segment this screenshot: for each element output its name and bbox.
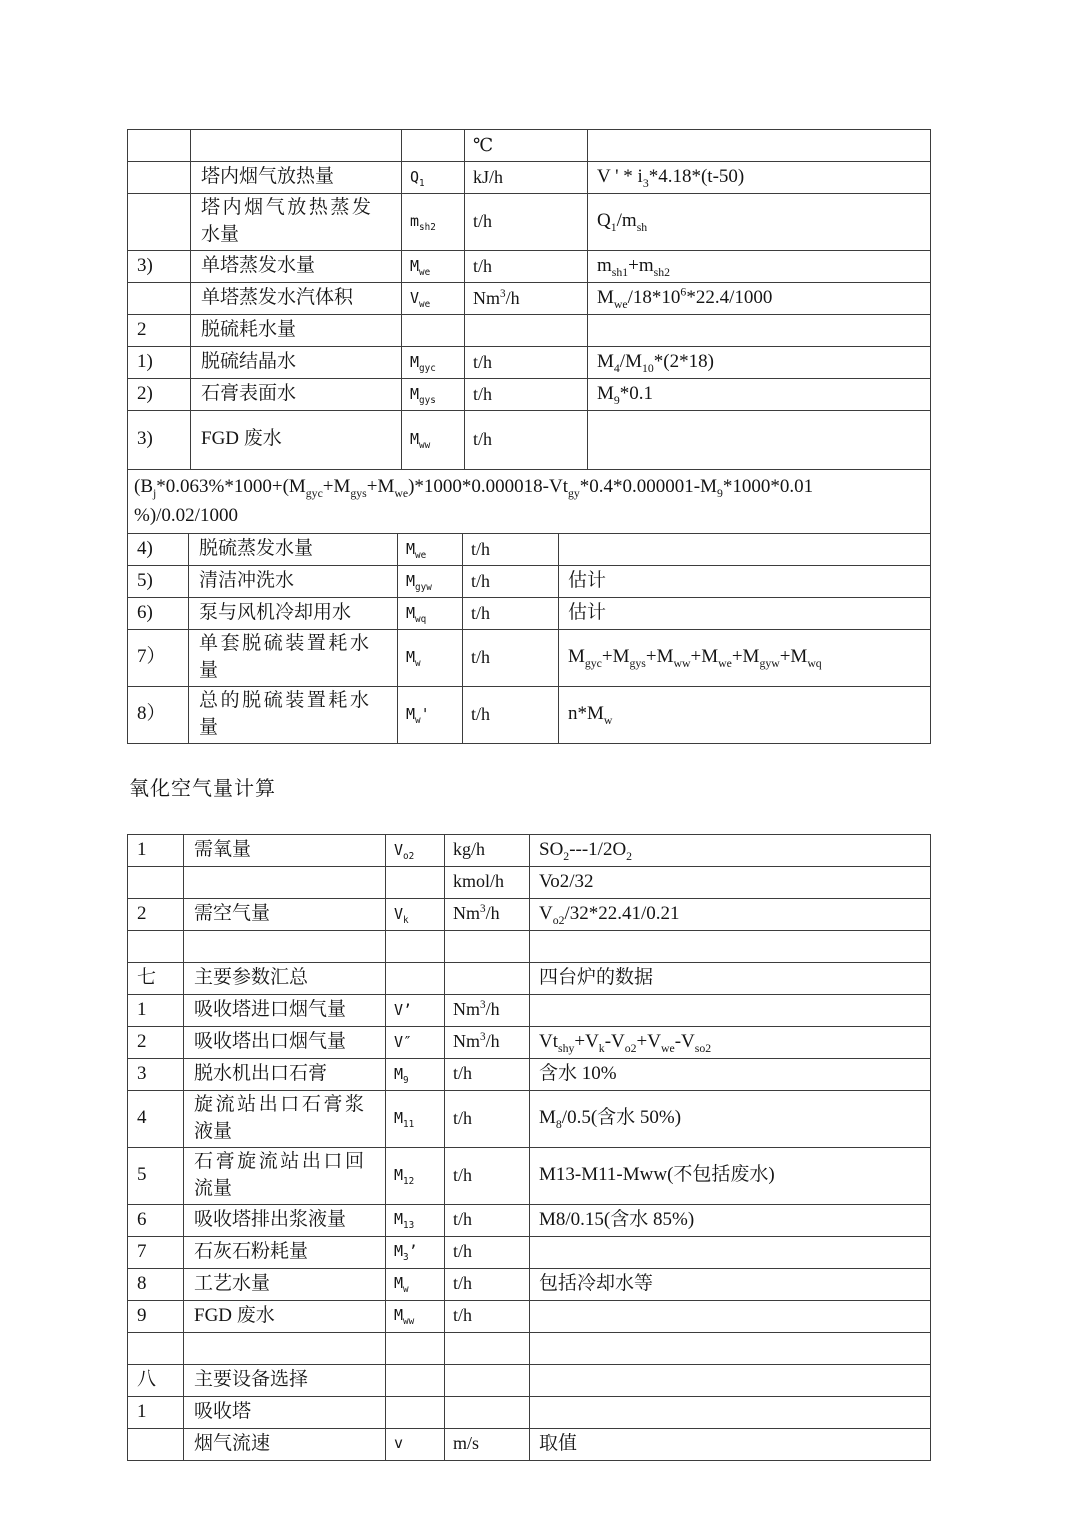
table-cell: t/h	[445, 1058, 530, 1090]
table-cell: Nm$^3$/h	[465, 282, 588, 314]
table-cell: 7）	[128, 629, 189, 686]
table-cell	[530, 930, 931, 962]
table-cell: 脱硫蒸发水量	[189, 533, 398, 565]
table-cell	[184, 1332, 386, 1364]
table-cell: $V_k$	[386, 898, 445, 930]
table-cell: t/h	[463, 597, 559, 629]
table-cell	[588, 130, 931, 162]
table-row	[128, 994, 931, 1026]
table-cell	[386, 1396, 445, 1428]
table-cell	[386, 1364, 445, 1396]
table-cell	[530, 994, 931, 1026]
table-row	[128, 930, 931, 962]
table-cell	[530, 1364, 931, 1396]
table-cell: $M_{we}$	[402, 250, 465, 282]
table-cell: t/h	[445, 1236, 530, 1268]
table-cell	[445, 962, 530, 994]
table-cell	[191, 130, 402, 162]
table-cell	[386, 962, 445, 994]
table-row	[128, 1236, 931, 1268]
table-cell	[530, 1332, 931, 1364]
table-cell	[184, 866, 386, 898]
table-cell	[445, 930, 530, 962]
table-cell: FGD 废水	[184, 1300, 386, 1332]
table-row	[128, 130, 931, 162]
table-cell: $Q_1/m_{sh}$	[588, 194, 931, 251]
table-cell: $M_3$’	[386, 1236, 445, 1268]
table-cell: $M_{12}$	[386, 1147, 445, 1204]
table-cell: 七	[128, 962, 184, 994]
table-cell: $M_{ww}$	[386, 1300, 445, 1332]
table-cell: $n*M_w$	[559, 686, 931, 743]
table-cell: 取值	[530, 1428, 931, 1460]
table-cell: t/h	[445, 1300, 530, 1332]
table-cell: 3)	[128, 250, 191, 282]
table-cell: $M_w$	[398, 629, 463, 686]
table-row	[128, 282, 931, 314]
table-cell: V’	[386, 994, 445, 1026]
table-cell: $M_{wq}$	[398, 597, 463, 629]
table-cell	[559, 533, 931, 565]
table-row	[128, 597, 931, 629]
table-cell: 1	[128, 834, 184, 866]
table-cell: FGD 废水	[191, 410, 402, 469]
table-cell: M13-M11-Mww(不包括废水)	[530, 1147, 931, 1204]
table-row	[128, 565, 931, 597]
table-row	[128, 1332, 931, 1364]
table-cell: $M_4/M_{10}*(2*18)$	[588, 346, 931, 378]
table-cell: 总的脱硫装置耗水量	[189, 686, 398, 743]
table-cell: 主要参数汇总	[184, 962, 386, 994]
table-row	[128, 250, 931, 282]
table-cell: Nm$^3$/h	[445, 994, 530, 1026]
table-cell: 估计	[559, 565, 931, 597]
table-cell: 吸收塔排出浆液量	[184, 1204, 386, 1236]
table-cell: $Vt_{shy}+V_k-V_{o2}+V_{we}-V_{so2}$	[530, 1026, 931, 1058]
table-cell: $V_{we}$	[402, 282, 465, 314]
table-cell: 八	[128, 1364, 184, 1396]
table-cell: 8）	[128, 686, 189, 743]
table-cell	[588, 314, 931, 346]
table-cell: $M_{gyc}$	[402, 346, 465, 378]
table-cell: 估计	[559, 597, 931, 629]
table-cell: 石膏旋流站出口回流量	[184, 1147, 386, 1204]
formula-cell: ($B_j*0.063\%*1000+(M_{gyc}+M_{gys}+M_{we})*1000*0.000018-Vt_{gy}*0.4*0.000001-M_9*1000*0.01$ %)/0.02/1000	[128, 469, 931, 533]
table-cell: $M_{11}$	[386, 1090, 445, 1147]
table-cell	[386, 866, 445, 898]
table-cell: $M_{ww}$	[402, 410, 465, 469]
table-row	[128, 1204, 931, 1236]
table-row	[128, 834, 931, 866]
table-cell: 7	[128, 1236, 184, 1268]
table-cell	[445, 1332, 530, 1364]
table-cell	[128, 282, 191, 314]
table-cell: Vo2/32	[530, 866, 931, 898]
water-consumption-table-lower	[127, 533, 931, 744]
table-row	[128, 1026, 931, 1058]
table-cell	[402, 314, 465, 346]
table-cell: t/h	[465, 346, 588, 378]
table-cell: Nm$^3$/h	[445, 898, 530, 930]
table-cell: $V_{o2}/32*22.41/0.21$	[530, 898, 931, 930]
table-row	[128, 962, 931, 994]
table-cell: 包括冷却水等	[530, 1268, 931, 1300]
table-cell: $V_{o2}$	[386, 834, 445, 866]
table-cell: t/h	[465, 378, 588, 410]
table-cell: t/h	[445, 1090, 530, 1147]
table-cell	[128, 866, 184, 898]
table-cell: 5	[128, 1147, 184, 1204]
table-cell: 泵与风机冷却用水	[189, 597, 398, 629]
table-cell: t/h	[463, 629, 559, 686]
table-row	[128, 194, 931, 251]
table-cell: kJ/h	[465, 162, 588, 194]
table-cell: t/h	[445, 1268, 530, 1300]
table-cell: M8/0.15(含水 85%)	[530, 1204, 931, 1236]
table-row	[128, 1268, 931, 1300]
table-cell: 脱水机出口石膏	[184, 1058, 386, 1090]
table-cell: 单塔蒸发水量	[191, 250, 402, 282]
table-cell	[588, 410, 931, 469]
table-row	[128, 533, 931, 565]
table-cell	[128, 1428, 184, 1460]
table-cell: 需空气量	[184, 898, 386, 930]
table-cell: kmol/h	[445, 866, 530, 898]
table-cell: 含水 10%	[530, 1058, 931, 1090]
table-cell: 需氧量	[184, 834, 386, 866]
table-cell: 旋流站出口石膏浆液量	[184, 1090, 386, 1147]
table-cell: 吸收塔	[184, 1396, 386, 1428]
table-cell: 单塔蒸发水汽体积	[191, 282, 402, 314]
table-cell: t/h	[445, 1147, 530, 1204]
table-cell: 塔内烟气放热量	[191, 162, 402, 194]
table-cell: Nm$^3$/h	[445, 1026, 530, 1058]
table-row	[128, 378, 931, 410]
oxidation-air-table	[127, 834, 931, 1461]
table-row	[128, 1396, 931, 1428]
table-cell	[128, 194, 191, 251]
table-cell	[445, 1364, 530, 1396]
table-cell	[530, 1300, 931, 1332]
table-cell: t/h	[463, 686, 559, 743]
table-cell: 5)	[128, 565, 189, 597]
table-cell	[445, 1396, 530, 1428]
table-cell: kg/h	[445, 834, 530, 866]
table-cell	[128, 930, 184, 962]
table-cell: 8	[128, 1268, 184, 1300]
table-cell	[402, 130, 465, 162]
table-cell: $M_9*0.1$	[588, 378, 931, 410]
table-row	[128, 469, 931, 533]
table-cell: m/s	[445, 1428, 530, 1460]
table-cell: $M_w'$	[398, 686, 463, 743]
table-cell: 6	[128, 1204, 184, 1236]
table-cell: $M_w$	[386, 1268, 445, 1300]
table-cell: t/h	[465, 250, 588, 282]
water-consumption-table-upper	[127, 129, 931, 470]
table-cell: 6)	[128, 597, 189, 629]
table-row	[128, 346, 931, 378]
section-title: 氧化空气量计算	[129, 777, 276, 800]
table-cell: 3	[128, 1058, 184, 1090]
table-row	[128, 866, 931, 898]
table-cell: 清洁冲洗水	[189, 565, 398, 597]
table-cell: 1	[128, 994, 184, 1026]
table-cell: $M_{gyw}$	[398, 565, 463, 597]
table-cell: 吸收塔出口烟气量	[184, 1026, 386, 1058]
table-cell: 工艺水量	[184, 1268, 386, 1300]
table-cell	[386, 1332, 445, 1364]
table-cell	[128, 162, 191, 194]
table-cell: V ' * $i_3*4.18*(t-50)$	[588, 162, 931, 194]
table-row	[128, 1090, 931, 1147]
table-cell: 4)	[128, 533, 189, 565]
table-cell: 4	[128, 1090, 184, 1147]
table-row	[128, 629, 931, 686]
table-cell: 石灰石粉耗量	[184, 1236, 386, 1268]
table-cell: $m_{sh2}$	[402, 194, 465, 251]
table-cell: t/h	[463, 565, 559, 597]
table-cell: 1)	[128, 346, 191, 378]
table-row	[128, 686, 931, 743]
table-cell: t/h	[465, 410, 588, 469]
table-cell	[386, 930, 445, 962]
table-cell: 1	[128, 1396, 184, 1428]
table-cell: t/h	[445, 1204, 530, 1236]
table-cell	[465, 314, 588, 346]
table-cell: 3)	[128, 410, 191, 469]
table-row	[128, 1058, 931, 1090]
table-cell	[184, 930, 386, 962]
table-row	[128, 410, 931, 469]
table-cell	[128, 1332, 184, 1364]
table-cell: $m_{sh1}+m_{sh2}$	[588, 250, 931, 282]
table-cell: $M_{gys}$	[402, 378, 465, 410]
table-cell: $M_{we}$	[398, 533, 463, 565]
table-cell: 石膏表面水	[191, 378, 402, 410]
table-cell: 脱硫结晶水	[191, 346, 402, 378]
table-row	[128, 1428, 931, 1460]
table-cell: $SO_2---1/2O_2$	[530, 834, 931, 866]
table-cell: ℃	[465, 130, 588, 162]
table-cell: $M_9$	[386, 1058, 445, 1090]
table-cell: 2	[128, 1026, 184, 1058]
table-row	[128, 1364, 931, 1396]
table-cell: 2)	[128, 378, 191, 410]
table-cell	[530, 1396, 931, 1428]
table-row	[128, 898, 931, 930]
table-cell: 9	[128, 1300, 184, 1332]
table-cell: V″	[386, 1026, 445, 1058]
table-cell: $M_{we}/18*10^6*22.4/1000$	[588, 282, 931, 314]
table-cell: $M_{13}$	[386, 1204, 445, 1236]
table-cell: 主要设备选择	[184, 1364, 386, 1396]
table-cell: 2	[128, 898, 184, 930]
table-cell	[530, 1236, 931, 1268]
table-cell: t/h	[463, 533, 559, 565]
table-cell: 2	[128, 314, 191, 346]
table-cell: 四台炉的数据	[530, 962, 931, 994]
table-cell: v	[386, 1428, 445, 1460]
fgd-wastewater-formula-table	[127, 469, 931, 534]
table-cell: 烟气流速	[184, 1428, 386, 1460]
table-row	[128, 162, 931, 194]
table-row	[128, 314, 931, 346]
table-cell: $M_{gyc}+M_{gys}+M_{ww}+M_{we}+M_{gyw}+M_{wq}$	[559, 629, 931, 686]
table-row	[128, 1147, 931, 1204]
table-cell: $M_8/0.5$(含水 50%)	[530, 1090, 931, 1147]
table-cell: 吸收塔进口烟气量	[184, 994, 386, 1026]
table-cell: 脱硫耗水量	[191, 314, 402, 346]
table-cell: t/h	[465, 194, 588, 251]
table-row	[128, 1300, 931, 1332]
table-cell: 单套脱硫装置耗水量	[189, 629, 398, 686]
table-cell	[128, 130, 191, 162]
table-cell: $Q_1$	[402, 162, 465, 194]
table-cell: 塔内烟气放热蒸发水量	[191, 194, 402, 251]
